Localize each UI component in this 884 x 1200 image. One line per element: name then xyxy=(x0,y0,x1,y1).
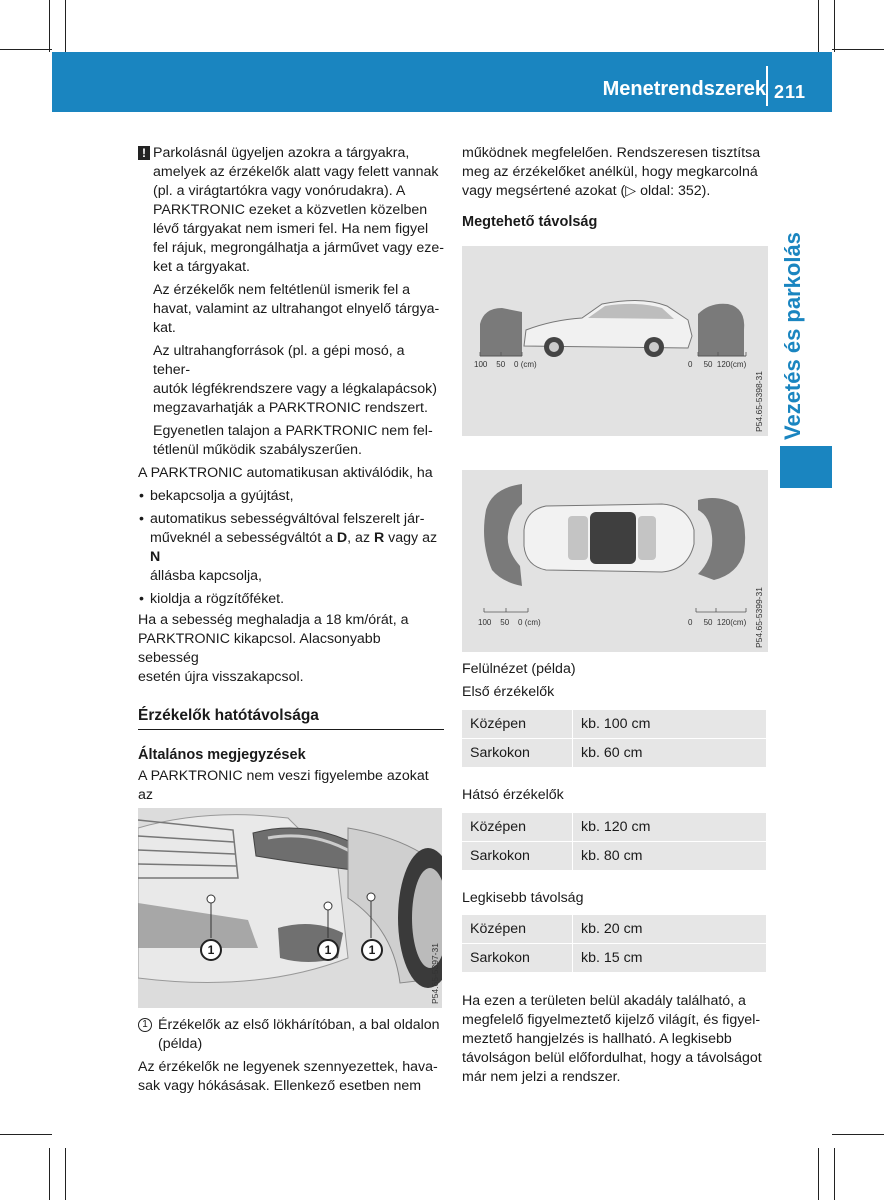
paragraph-line: megfelelő figyelmeztető kijelző világít, és figyel- xyxy=(462,1012,761,1028)
caption-line: (példa) xyxy=(158,1036,203,1052)
table-cell: kb. 60 cm xyxy=(573,739,766,768)
table-cell: Középen xyxy=(462,813,573,842)
table-cell: Sarkokon xyxy=(462,842,573,871)
list-item: • bekapcsolja a gyújtást, xyxy=(138,487,444,506)
note-line: havat, valamint az ultrahangot elnyelő tárgya- xyxy=(153,301,440,317)
note-line: Az ultrahangforrások (pl. a gépi mosó, a teher- xyxy=(153,343,405,378)
table-cell: Középen xyxy=(462,710,573,739)
table-cell: kb. 15 cm xyxy=(573,944,766,973)
range-heading: Megtehető távolság xyxy=(462,214,598,230)
list-item-text: műveknél a sebességváltót a xyxy=(150,530,337,546)
table-row xyxy=(462,842,766,871)
figure-code: P54.65-5398-31 xyxy=(754,371,764,432)
crop-mark xyxy=(49,0,50,52)
note-line: tétlenül működik szabályszerűen. xyxy=(153,442,362,458)
list-item-text: automatikus sebességváltóval felszerelt jár- xyxy=(150,511,425,527)
paragraph-line: már nem jelzi a rendszer. xyxy=(462,1069,621,1085)
speed-paragraph xyxy=(138,611,444,687)
table-cell: kb. 80 cm xyxy=(573,842,766,871)
paragraph-line: távolságon belül előfordulhat, hogy a távolságot xyxy=(462,1050,762,1066)
heading-rule xyxy=(138,729,444,730)
right-column-top xyxy=(462,144,772,232)
warning-line: PARKTRONIC ezeket a közvetlen közelben xyxy=(153,202,428,218)
caption-callout: 1 xyxy=(138,1018,152,1032)
paragraph-line: működnek megfelelően. Rendszeresen tisztítsa xyxy=(462,145,761,161)
min-distance-table xyxy=(462,915,766,973)
activation-intro: A PARKTRONIC automatikusan aktiválódik, ha xyxy=(138,465,433,481)
list-item-text: vagy az xyxy=(384,530,438,546)
crop-mark xyxy=(818,0,819,52)
crop-mark xyxy=(49,1148,50,1200)
note-line: kat. xyxy=(153,320,176,336)
photo-caption xyxy=(138,1016,444,1096)
paragraph-line: Az érzékelők ne legyenek szennyezettek, hava- xyxy=(138,1059,438,1075)
table-row xyxy=(462,710,766,739)
paragraph-line: Ha a sebesség meghaladja a 18 km/órát, a xyxy=(138,612,409,628)
table-row xyxy=(462,813,766,842)
page-number: 211 xyxy=(774,82,807,102)
table-row xyxy=(462,739,766,768)
side-view-diagram xyxy=(462,246,768,436)
crop-mark xyxy=(834,1148,835,1200)
activation-list xyxy=(138,487,444,609)
list-item-text: , az xyxy=(347,530,374,546)
scale-left-label: 100 50 0 (cm) xyxy=(474,360,537,369)
min-distance-label: Legkisebb távolság xyxy=(462,890,584,906)
note-uneven-ground xyxy=(138,422,444,460)
note-line: Egyenetlen talajon a PARKTRONIC nem fel- xyxy=(153,423,433,439)
rear-sensors-label: Hátsó érzékelők xyxy=(462,787,564,803)
warning-icon: ! xyxy=(138,146,150,160)
note-snow xyxy=(138,281,444,338)
warning-line: (pl. a virágtartókra vagy vonórudakra). A xyxy=(153,183,406,199)
paragraph-line: A PARKTRONIC nem veszi figyelembe azokat az xyxy=(138,768,429,803)
front-bumper-photo xyxy=(138,808,442,1008)
side-view-illustration xyxy=(462,246,768,436)
table-cell: kb. 20 cm xyxy=(573,915,766,944)
table-cell: Sarkokon xyxy=(462,739,573,768)
paragraph-line: sak vagy hókásásak. Ellenkező esetben nem xyxy=(138,1078,422,1094)
paragraph-line: PARKTRONIC kikapcsol. Alacsonyabb sebesség xyxy=(138,631,381,666)
rear-sensors-table xyxy=(462,813,766,871)
warning-range-paragraph xyxy=(462,992,772,1087)
crop-mark xyxy=(65,0,66,52)
caption-line: Érzékelők az első lökhárítóban, a bal oldalon xyxy=(158,1017,440,1033)
paragraph-line: Ha ezen a területen belül akadály található, a xyxy=(462,993,746,1009)
paragraph-line: esetén újra visszakapcsol. xyxy=(138,669,304,685)
warning-line: lévő tárgyakat nem ismeri fel. Ha nem figyel xyxy=(153,221,429,237)
warning-line: fel rájuk, megrongálhatja a járművet vagy eze- xyxy=(153,240,444,256)
note-line: autók légfékrendszere vagy a légkalapácsok) xyxy=(153,381,437,397)
crop-mark xyxy=(818,1148,819,1200)
table-cell: Középen xyxy=(462,915,573,944)
header-divider xyxy=(766,66,768,106)
crop-mark xyxy=(834,0,835,52)
note-line: megzavarhatják a PARKTRONIC rendszert. xyxy=(153,400,428,416)
section-heading: Érzékelők hatótávolsága xyxy=(138,707,319,724)
warning-line: ket a tárgyakat. xyxy=(153,259,250,275)
subheading: Általános megjegyzések xyxy=(138,747,306,763)
callout-sensor-1: 1 xyxy=(200,939,222,961)
gear-d: D xyxy=(336,530,348,546)
crop-mark xyxy=(0,49,52,50)
list-item: • kioldja a rögzítőféket. xyxy=(138,590,444,609)
section-title: Menetrendszerek xyxy=(602,78,766,100)
crop-mark xyxy=(832,49,884,50)
figure-code: P54.65-5397-31 xyxy=(430,943,440,1004)
gear-n: N xyxy=(150,549,161,565)
scale-left-label: 100 50 0 (cm) xyxy=(478,618,541,627)
crop-mark xyxy=(65,1148,66,1200)
chapter-tab-marker xyxy=(780,446,832,488)
gear-r: R xyxy=(373,530,385,546)
chapter-tab-label: Vezetés és parkolás xyxy=(780,232,805,440)
note-ultrasound xyxy=(138,342,444,418)
crop-mark xyxy=(0,1134,52,1135)
list-item xyxy=(138,510,444,586)
paragraph-line: meg az érzékelőket anélkül, hogy megkarcolná xyxy=(462,164,758,180)
warning-line: Parkolásnál ügyeljen azokra a tárgyakra, xyxy=(153,145,410,161)
paragraph-line: meztető hangjelzés is hallható. A legkisebb xyxy=(462,1031,732,1047)
table-cell: kb. 120 cm xyxy=(573,813,766,842)
scale-right-label: 0 50 120(cm) xyxy=(688,360,747,369)
warning-line: amelyek az érzékelők alatt vagy felett vannak xyxy=(153,164,439,180)
callout-sensor-2: 1 xyxy=(317,939,339,961)
figure-code: P54.65-5399-31 xyxy=(754,587,764,648)
table-row xyxy=(462,915,766,944)
front-sensors-label: Első érzékelők xyxy=(462,684,555,700)
table-cell: kb. 100 cm xyxy=(573,710,766,739)
warning-block xyxy=(138,144,444,277)
front-sensors-table xyxy=(462,710,766,768)
bumper-illustration xyxy=(138,808,442,1008)
top-view-caption: Felülnézet (példa) xyxy=(462,661,576,677)
table-cell: Sarkokon xyxy=(462,944,573,973)
table-row xyxy=(462,944,766,973)
cleaning-paragraph xyxy=(138,1058,444,1096)
crop-mark xyxy=(832,1134,884,1135)
callout-sensor-3: 1 xyxy=(361,939,383,961)
list-item-text: állásba kapcsolja, xyxy=(150,568,262,584)
scale-right-label: 0 50 120(cm) xyxy=(688,618,747,627)
note-line: Az érzékelők nem feltétlenül ismerik fel a xyxy=(153,282,411,298)
top-view-diagram xyxy=(462,470,768,652)
paragraph-line: vagy megsértené azokat (▷ oldal: 352). xyxy=(462,183,711,199)
